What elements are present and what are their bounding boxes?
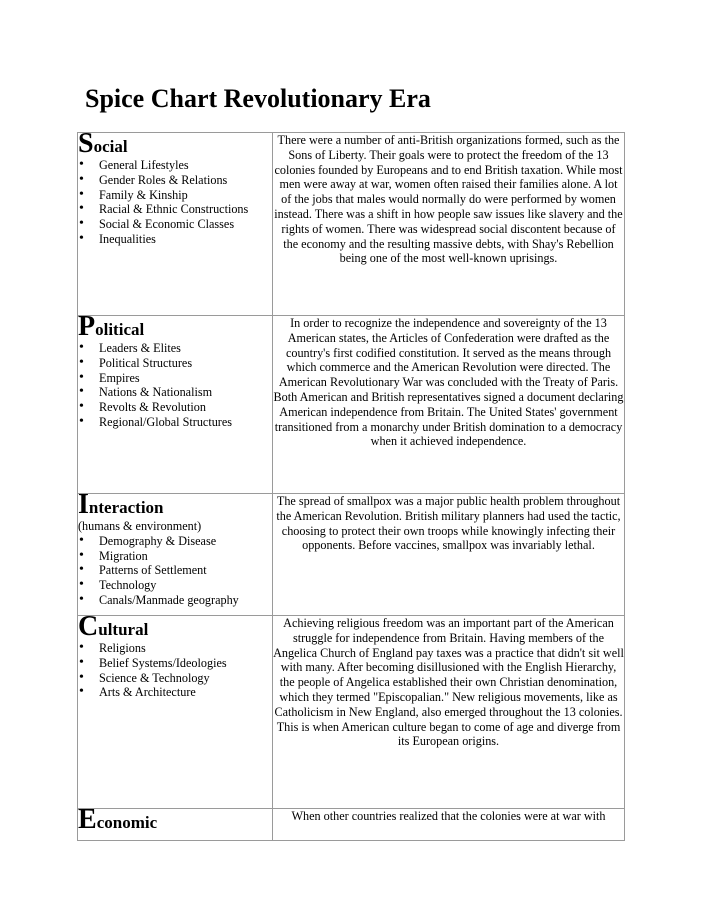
- description-cell: There were a number of anti-British organizations formed, such as the Sons of Liberty. Their goals were to protect the freedom of the 13 colonies founded by Europeans and to end British taxation. While most men were away at war, women often raised their families alone. A lot of the jobs that males would normally do were performed by women instead. There was a shift in how people saw issues like slavery and the rights of women. There was widespread social discontent because of the economy and the resulting massive debts, with Shay's Rebellion being one of the most well-known uprisings.: [273, 133, 625, 316]
- topic-item: • Belief Systems/Ideologies: [78, 656, 272, 671]
- topic-item: • Family & Kinship: [78, 188, 272, 203]
- category-subnote: (humans & environment): [78, 519, 202, 533]
- topic-item: • Migration: [78, 549, 272, 564]
- topic-item: • Gender Roles & Relations: [78, 173, 272, 188]
- heading-initial: C: [78, 611, 99, 642]
- topic-item: • Empires: [78, 371, 272, 386]
- topic-item: • Racial & Ethnic Constructions: [78, 202, 272, 217]
- category-heading: [78, 311, 272, 342]
- topic-item: • Leaders & Elites: [78, 341, 272, 356]
- heading-rest: conomic: [96, 813, 158, 832]
- topic-item: • Patterns of Settlement: [78, 563, 272, 578]
- category-cell: [78, 489, 273, 616]
- description-cell: The spread of smallpox was a major public health problem throughout the American Revolution. British military planners had used the tactic, choosing to protect their own troops while knowingly infecting their opponents. Before vaccines, smallpox was invariably lethal.: [273, 494, 625, 616]
- heading-initial: P: [78, 311, 96, 342]
- topic-item: • Political Structures: [78, 356, 272, 371]
- topic-list: [78, 341, 272, 430]
- category-cell: [78, 128, 273, 316]
- spice-chart-table: [77, 128, 625, 841]
- heading-rest: ultural: [98, 620, 149, 639]
- heading-rest: nteraction: [88, 498, 164, 517]
- topic-item: • Social & Economic Classes: [78, 217, 272, 232]
- category-cell: [78, 311, 273, 494]
- description-cell: Achieving religious freedom was an important part of the American struggle for independence from Britain. Having members of the Angelica Church of England pay taxes was a practice that didn't sit well with many. After becoming disillusioned with the English Hierarchy, the people of Angelica established their own Christian denomination, which they termed "Episcopalian." New religious movements, like as Catholicism in New England, also emerged throughout the 13 colonies. This is when American culture began to come of age and diverge from its European origins.: [273, 616, 625, 809]
- spice-row-social: [78, 133, 625, 316]
- topic-item: • General Lifestyles: [78, 158, 272, 173]
- topic-list: [78, 158, 272, 247]
- spice-row-political: [78, 316, 625, 494]
- page-title: Spice Chart Revolutionary Era: [85, 84, 431, 113]
- topic-item: • Demography & Disease: [78, 534, 272, 549]
- category-heading: [78, 611, 272, 642]
- category-cell: [78, 611, 273, 809]
- category-heading: [78, 489, 272, 520]
- spice-row-interaction: [78, 494, 625, 616]
- topic-item: • Technology: [78, 578, 272, 593]
- category-cell: [78, 804, 273, 841]
- spice-row-economic: [78, 809, 625, 841]
- topic-list: [78, 641, 272, 700]
- topic-item: • Revolts & Revolution: [78, 400, 272, 415]
- heading-initial: I: [78, 489, 89, 520]
- heading-initial: S: [78, 128, 94, 159]
- topic-item: • Religions: [78, 641, 272, 656]
- category-heading: [78, 804, 272, 835]
- heading-rest: olitical: [95, 320, 145, 339]
- description-cell: In order to recognize the independence and sovereignty of the 13 American states, the Articles of Confederation were drafted as the country's first codified constitution. It served as the means through which commerce and the American Revolution were directed. The American Revolutionary War was concluded with the Treaty of Paris. Both American and British representatives signed a document declaring American independence from Britain. The United States' government transitioned from a monarchy under British domination to a democracy when it achieved independence.: [273, 316, 625, 494]
- description-cell: When other countries realized that the colonies were at war with: [273, 809, 625, 841]
- topic-item: • Inequalities: [78, 232, 272, 247]
- topic-item: • Canals/Manmade geography: [78, 593, 272, 608]
- topic-list: [78, 534, 272, 608]
- spice-row-cultural: [78, 616, 625, 809]
- topic-item: • Regional/Global Structures: [78, 415, 272, 430]
- topic-item: • Arts & Architecture: [78, 685, 272, 700]
- heading-initial: E: [78, 804, 97, 835]
- topic-item: • Science & Technology: [78, 671, 272, 686]
- heading-rest: ocial: [93, 137, 128, 156]
- topic-item: • Nations & Nationalism: [78, 385, 272, 400]
- category-heading: [78, 128, 272, 159]
